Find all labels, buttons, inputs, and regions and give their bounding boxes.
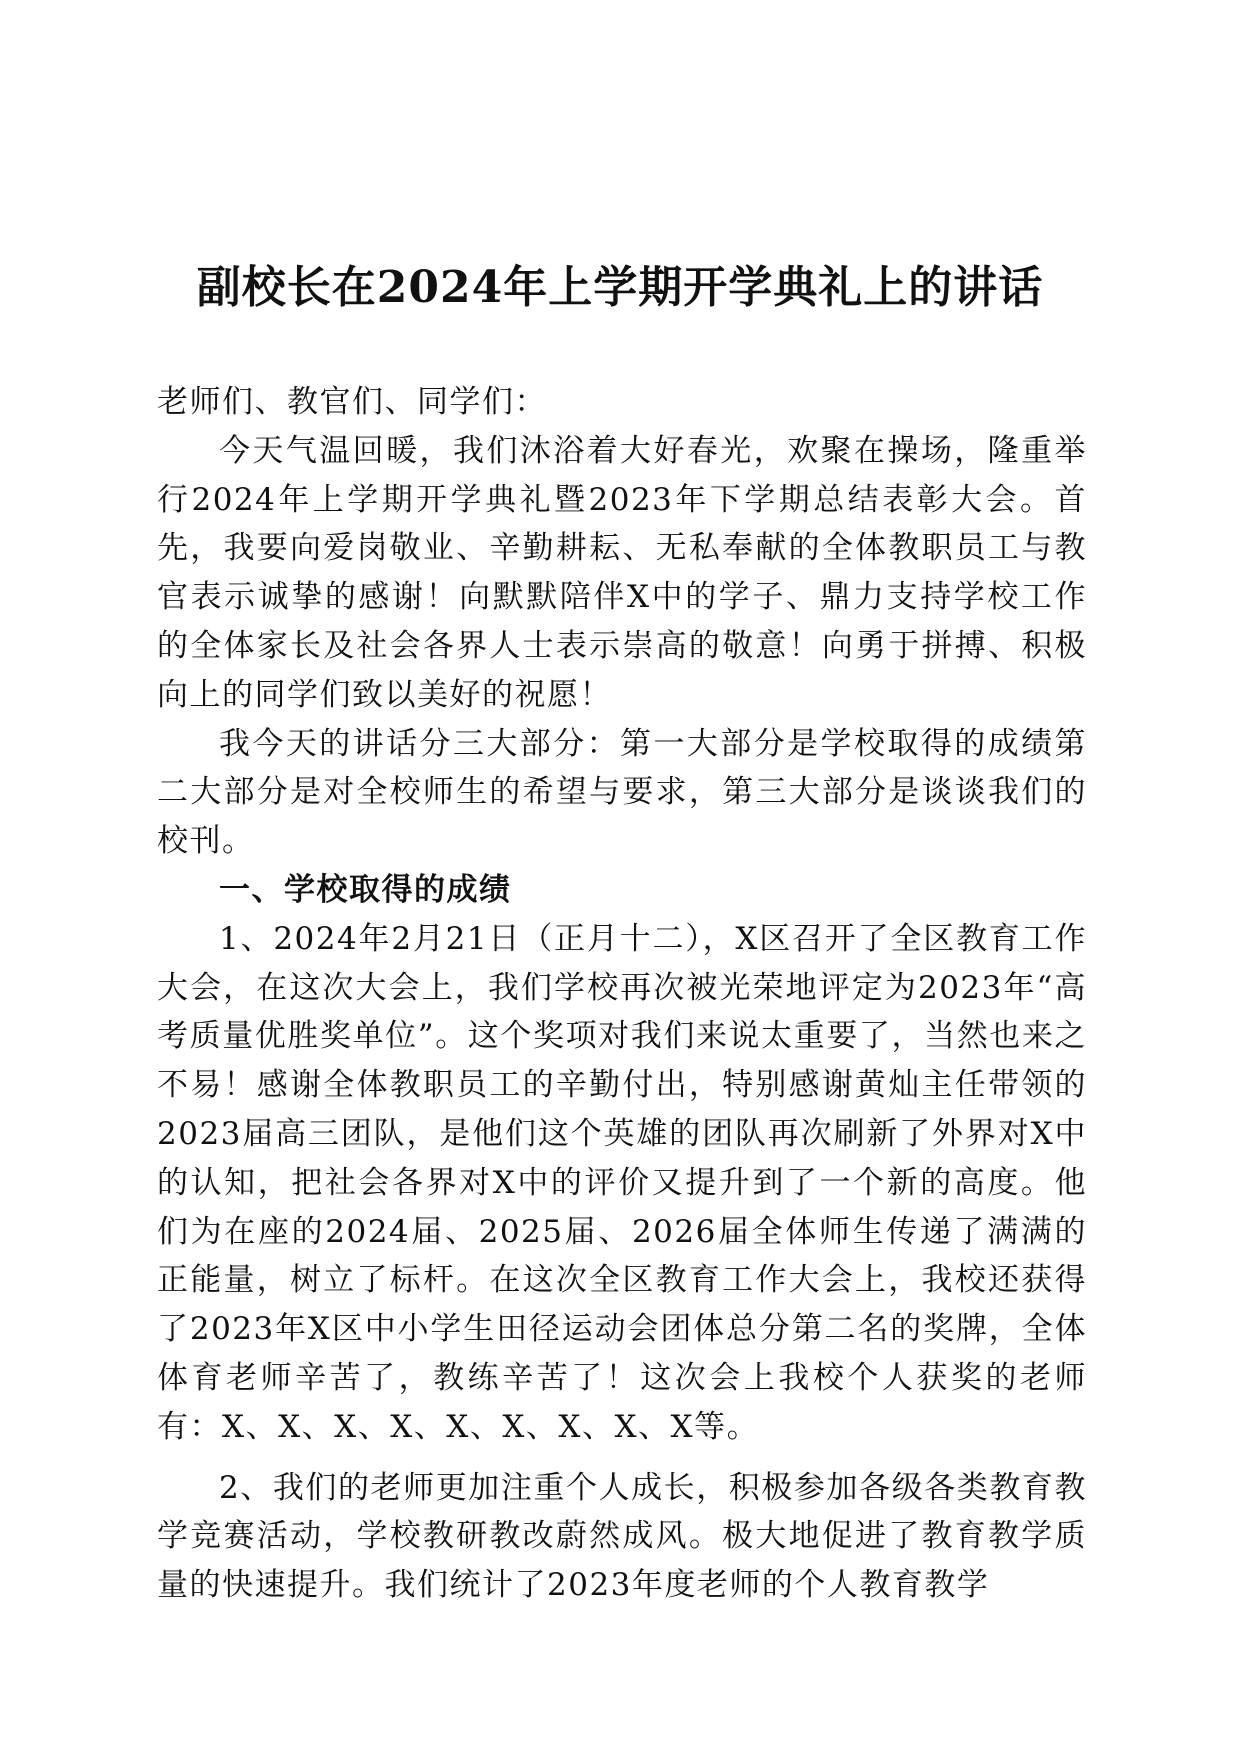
document-title: 副校长在2024年上学期开学典礼上的讲话 — [196, 262, 1044, 313]
paragraph-outline: 我今天的讲话分三大部分：第一大部分是学校取得的成绩第二大部分是对全校师生的希望与要求，第三大部分是谈谈我们的校刊。 — [157, 725, 1087, 860]
paragraph-achievement-2: 2、我们的老师更加注重个人成长，积极参加各级各类教育教学竞赛活动，学校教研教改蔚然成风。极大地促进了教育教学质量的快速提升。我们统计了2023年度老师的个人教育教学 — [157, 1469, 1087, 1604]
section-heading: 一、学校取得的成绩 — [219, 871, 512, 908]
paragraph-opening: 今天气温回暖，我们沐浴着大好春光，欢聚在操场，隆重举行2024年上学期开学典礼暨2023年下学期总结表彰大会。首先，我要向爱岗敬业、辛勤耕耘、无私奉献的全体教职员工与教官表示诚挚的感谢！向默默陪伴X中的学子、鼎力支持学校工作的全体家长及社会各界人士表示崇高的敬意！向勇于拼搏、积极向上的同学们致以美好的祝愿！ — [157, 432, 1087, 713]
salutation: 老师们、教官们、同学们： — [157, 384, 547, 420]
document-body — [157, 378, 1087, 1610]
paragraph-achievement-1: 1、2024年2月21日（正月十二），X区召开了全区教育工作大会，在这次大会上，我们学校再次被光荣地评定为2023年“高考质量优胜奖单位”。这个奖项对我们来说太重要了，当然也来之不易！感谢全体教职员工的辛勤付出，特别感谢黄灿主任带领的2023届高三团队，是他们这个英雄的团队再次刷新了外界对X中的认知，把社会各界对X中的评价又提升到了一个新的高度。他们为在座的2024届、2025届、2026届全体师生传递了满满的正能量，树立了标杆。在这次全区教育工作大会上，我校还获得了2023年X区中小学生田径运动会团体总分第二名的奖牌，全体体育老师辛苦了，教练辛苦了！这次会上我校个人获奖的老师有：X、X、X、X、X、X、X、X、X等。 — [157, 920, 1087, 1445]
